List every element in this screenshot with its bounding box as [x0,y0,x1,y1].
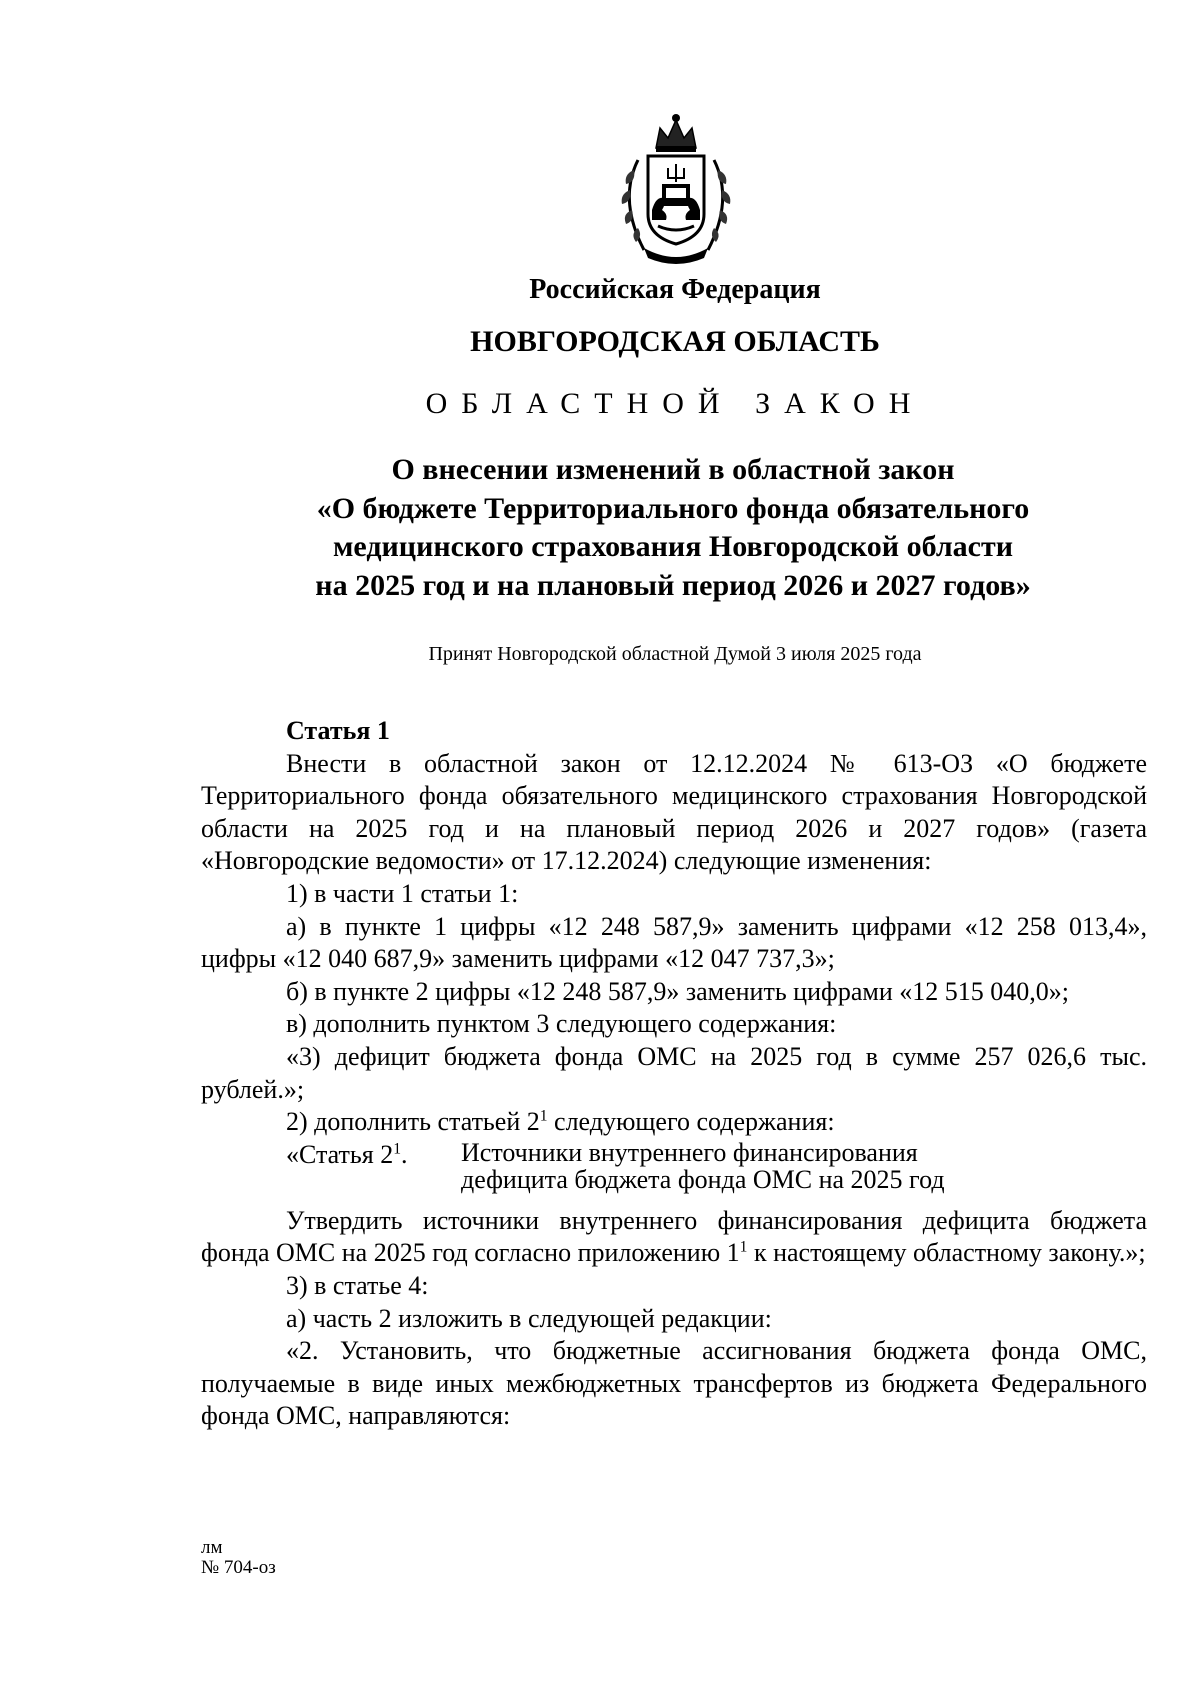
superscript: 1 [739,1238,748,1256]
footer-initials: лм [201,1537,223,1558]
new-article-title-line: дефицита бюджета фонда ОМС на 2025 год [461,1164,945,1194]
new-article-label [286,1139,408,1172]
new-article-title-line: Источники внутреннего финансирования [461,1137,918,1167]
item-3a-text: «2. Установить, что бюджетные ассигнования бюджета фонда ОМС, получаемые в виде иных межбюджетных трансфертов из бюджета Федерального фонда ОМС, направляются: [201,1336,1147,1431]
law-title [198,451,1148,605]
law-title-line: медицинского страхования Новгородской области [332,530,1014,563]
item-1b: б) в пункте 2 цифры «12 248 587,9» заменить цифрами «12 515 040,0»; [286,976,1069,1006]
document-footer [201,1538,276,1578]
article-intro-paragraph: Внести в областной закон от 12.12.2024 № 613-ОЗ «О бюджете Территориального фонда обязательного медицинского страхования Новгородской области на 2025 год и на плановый период 2026 и 2027 годов» (газета «Новгородские ведомости» от 17.12.2024) следующие изменения: [201,748,1147,876]
region-heading: НОВГОРОДСКАЯ ОБЛАСТЬ [470,325,880,358]
adoption-note: Принят Новгородской областной Думой 3 июля 2025 года [428,643,922,665]
country-heading: Российская Федерация [529,274,821,305]
document-type-heading: ОБЛАСТНОЙ ЗАКОН [425,387,925,420]
article-heading: Статья 1 [286,716,390,745]
new-article-title [461,1139,945,1193]
item-2 [201,1106,1147,1139]
novgorod-coat-of-arms-icon [608,110,744,266]
footer-number: № 704-оз [201,1557,276,1578]
item-1a: а) в пункте 1 цифры «12 248 587,9» заменить цифрами «12 258 013,4», цифры «12 040 687,9» заменить цифрами «12 047 737,3»; [201,911,1147,974]
law-title-line: на 2025 год и на плановый период 2026 и 2027 годов» [315,568,1031,602]
new-article-heading [201,1139,1147,1205]
item-3: 3) в статье 4: [286,1270,429,1300]
item-1c: в) дополнить пунктом 3 следующего содержания: [286,1009,837,1039]
new-article-text [201,1205,1147,1270]
law-title-line: «О бюджете Территориального фонда обязательного [316,491,1030,525]
item-2-text: 2) дополнить статьей 2 [286,1107,540,1137]
new-article-text-start: Утвердить источники внутреннего финансирования дефицита бюджета фонда ОМС на 2025 год согласно приложению 1 [201,1205,1147,1268]
article-1 [201,715,1147,1433]
new-article-label-dot: . [401,1139,408,1169]
new-article-text-end: к настоящему областному закону.»; [747,1238,1146,1268]
item-1c-text: «3) дефицит бюджета фонда ОМС на 2025 год в сумме 257 026,6 тыс. рублей.»; [201,1041,1147,1104]
superscript: 1 [393,1140,402,1158]
item-3a: а) часть 2 изложить в следующей редакции: [286,1303,772,1333]
superscript: 1 [539,1107,548,1125]
new-article-label-text: «Статья 2 [286,1139,394,1169]
item-1: 1) в части 1 статьи 1: [286,878,519,908]
item-2-text-end: следующего содержания: [547,1107,835,1137]
law-title-line: О внесении изменений в областной закон [391,453,955,486]
